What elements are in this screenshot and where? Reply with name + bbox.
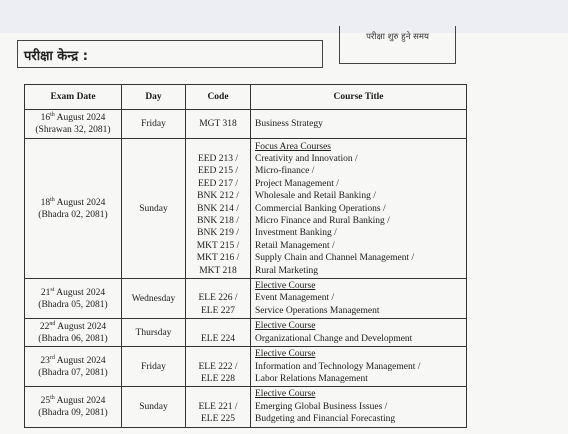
course-title: Wholesale and Retail Banking /: [255, 191, 376, 202]
exam-date-cell: [25, 319, 122, 347]
course-title: Commercial Banking Operations /: [255, 203, 386, 214]
course-title: Information and Technology Management /: [255, 361, 421, 372]
course-group-heading: Focus Area Courses: [255, 141, 331, 152]
exam-date-cell: [25, 110, 122, 139]
code-cell: [186, 387, 251, 427]
date-nepali: (Bhadra 05, 2081): [38, 299, 108, 310]
date-month-year: August 2024: [54, 396, 106, 407]
course-title: Rural Marketing: [255, 265, 319, 276]
course-code: ELE 228: [200, 374, 236, 385]
course-title: Retail Management /: [255, 240, 335, 251]
day-cell: Friday: [122, 347, 186, 387]
course-code: MKT 216 /: [196, 253, 240, 264]
course-title-cell: [251, 319, 467, 347]
course-title-cell: [251, 387, 467, 427]
date-month-year: August 2024: [54, 197, 106, 208]
course-group-heading: Elective Course: [255, 389, 316, 400]
date-nepali: (Shrawan 32, 2081): [35, 125, 111, 135]
course-code: BNK 212 /: [197, 191, 239, 202]
course-code: ELE 221 /: [198, 401, 238, 412]
date-suffix: th: [50, 394, 55, 401]
top-band: [0, 0, 568, 33]
course-title: Project Management /: [255, 178, 339, 189]
course-code: ELE 227: [200, 305, 236, 316]
date-day: 22: [39, 321, 50, 332]
date-nepali: (Bhadra 06, 2081): [38, 333, 108, 344]
course-code: ELE 226 /: [198, 293, 238, 304]
exam-center-label: परीक्षा केन्द्र :: [24, 49, 88, 64]
exam-date-cell: [25, 347, 122, 387]
date-day: 21: [40, 287, 51, 298]
course-code: BNK 218 /: [197, 215, 239, 226]
course-title: Service Operations Management: [255, 305, 380, 316]
exam-start-time-label: परीक्षा शुरु हुने समय: [366, 32, 429, 42]
table-row: [25, 279, 467, 319]
date-day: 23: [40, 355, 50, 366]
date-day: 18: [40, 197, 51, 208]
course-code: MKT 215 /: [196, 240, 240, 251]
code-cell: [186, 139, 251, 279]
date-day: 25: [40, 396, 51, 407]
course-code: ELE 225: [200, 414, 236, 425]
course-title-cell: [251, 110, 467, 139]
code-cell: [186, 279, 251, 319]
course-title-cell: [251, 279, 467, 319]
course-title-cell: [251, 347, 467, 387]
table-row: [25, 110, 467, 139]
course-group-heading: Elective Course: [255, 281, 316, 291]
date-nepali: (Bhadra 07, 2081): [38, 367, 108, 378]
exam-schedule-table: [24, 84, 467, 428]
exam-date-cell: [25, 139, 122, 279]
date-suffix: st: [50, 286, 55, 293]
course-group-heading: Elective Course: [255, 349, 316, 360]
course-code: BNK 219 /: [197, 228, 239, 239]
course-title: Organizational Change and Development: [255, 333, 413, 344]
course-title: Labor Relations Management: [255, 374, 368, 385]
day-cell: Friday: [122, 110, 186, 139]
col-course-title: Course Title: [251, 85, 467, 110]
course-title: Micro Finance and Rural Banking /: [255, 215, 390, 226]
day-cell: Sunday: [122, 387, 186, 427]
date-month-year: August 2024: [54, 287, 106, 298]
course-title: Emerging Global Business Issues /: [255, 401, 388, 412]
course-title: Business Strategy: [255, 118, 323, 129]
course-code: EED 215 /: [197, 166, 239, 177]
course-code: ELE 224: [200, 333, 236, 344]
day-cell: Thursday: [122, 319, 186, 347]
date-suffix: th: [50, 196, 55, 203]
course-group-heading: Elective Course: [255, 321, 316, 332]
course-code: MKT 218: [199, 265, 237, 276]
code-cell: [186, 319, 251, 347]
course-title: Micro-finance /: [255, 166, 315, 177]
code-cell: [186, 110, 251, 139]
course-title: Budgeting and Financial Forecasting: [255, 414, 396, 425]
date-month-year: August 2024: [55, 321, 107, 332]
date-month-year: August 2024: [54, 113, 106, 123]
table-row: [25, 319, 467, 347]
table-header-row: [25, 85, 467, 110]
table-row: [25, 347, 467, 387]
col-day: Day: [122, 85, 186, 110]
course-code: BNK 214 /: [197, 203, 239, 214]
date-nepali: (Bhadra 09, 2081): [38, 408, 108, 419]
date-nepali: (Bhadra 02, 2081): [38, 209, 108, 220]
course-code: ELE 222 /: [198, 361, 238, 372]
date-day: 16: [40, 113, 51, 123]
date-suffix: th: [50, 111, 55, 118]
col-code: Code: [186, 85, 251, 110]
day-cell: Wednesday: [122, 279, 186, 319]
course-title-cell: [251, 139, 467, 279]
table-row: [25, 387, 467, 427]
course-title: Supply Chain and Channel Management /: [255, 253, 415, 264]
table-row: [25, 139, 467, 279]
course-title: Creativity and Innovation /: [255, 153, 358, 164]
date-suffix: nd: [49, 320, 56, 327]
course-code: EED 217 /: [197, 178, 239, 189]
exam-center-field: [17, 40, 323, 68]
date-month-year: August 2024: [54, 355, 106, 366]
course-code: MGT 318: [199, 118, 237, 129]
course-code: EED 213 /: [197, 153, 239, 164]
exam-date-cell: [25, 279, 122, 319]
course-title: Investment Banking /: [255, 228, 337, 239]
day-cell: Sunday: [122, 139, 186, 279]
code-cell: [186, 347, 251, 387]
col-exam-date: Exam Date: [25, 85, 122, 110]
exam-date-cell: [25, 387, 122, 427]
date-suffix: rd: [49, 354, 55, 361]
exam-start-time-box: [339, 26, 456, 64]
course-title: Event Management /: [255, 293, 335, 304]
